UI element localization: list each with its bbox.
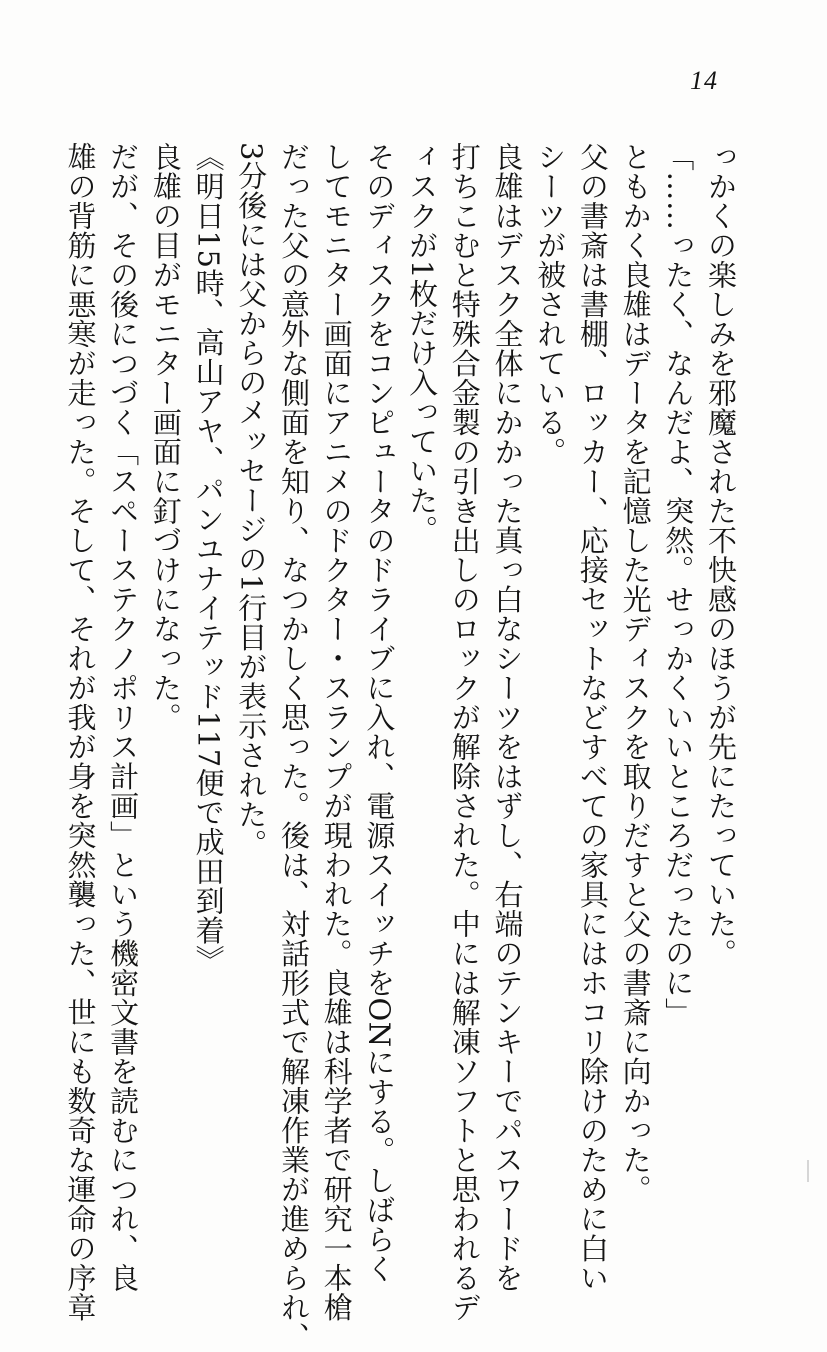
text-line: だが、その後につづく「スペーステクノポリス計画」という機密文書を読むにつれ、良 — [106, 142, 141, 1293]
text-line: シーツが被されている。 — [533, 142, 568, 467]
text-line: だった父の意外な側面を知り、なつかしく思った。後は、対話形式で解凍作業が進められ、 — [276, 142, 311, 1352]
text-line: っかくの楽しみを邪魔された不快感のほうが先にたっていた。 — [704, 142, 738, 968]
text-line: 良雄の目がモニター画面に釘づけになった。 — [148, 142, 183, 732]
text-line: 良雄はデスク全体にかかった真っ白なシーツをはずし、右端のテンキーでパスワードを — [490, 142, 525, 1293]
vertical-text-body — [63, 142, 742, 1352]
text-line: 3分後には父からのメッセージの1行目が表示された。 — [234, 142, 269, 859]
text-line: ィスクが1枚だけ入っていた。 — [405, 142, 440, 545]
text-line: ともかく良雄はデータを記憶した光ディスクを取りだすと父の書斎に向かった。 — [618, 142, 653, 1204]
page-number: 14 — [690, 66, 718, 95]
text-line: 父の書斎は書棚、ロッカー、応接セットなどすべての家具にはホコリ除けのために白い — [575, 142, 610, 1293]
text-line: 雄の背筋に悪寒が走った。そして、それが我が身を突然襲った、世にも数奇な運命の序章 — [63, 142, 98, 1322]
text-line: 打ちこむと特殊合金製の引き出しのロックが解除された。中には解凍ソフトと思われるデ — [447, 142, 482, 1322]
text-line: 《明日15時、高山アヤ、パンユナイテッド117便で成田到着》 — [191, 142, 226, 975]
text-line: してモニター画面にアニメのドクター・スランプが現われた。良雄は科学者で研究一本槍 — [319, 142, 354, 1322]
text-line: 「……ったく、なんだよ、突然。せっかくいいところだったのに」 — [661, 142, 696, 1027]
page-edge-mark — [807, 1160, 809, 1182]
text-line: そのディスクをコンピュータのドライブに入れ、電源スイッチをONにする。しばらく — [362, 142, 397, 1284]
